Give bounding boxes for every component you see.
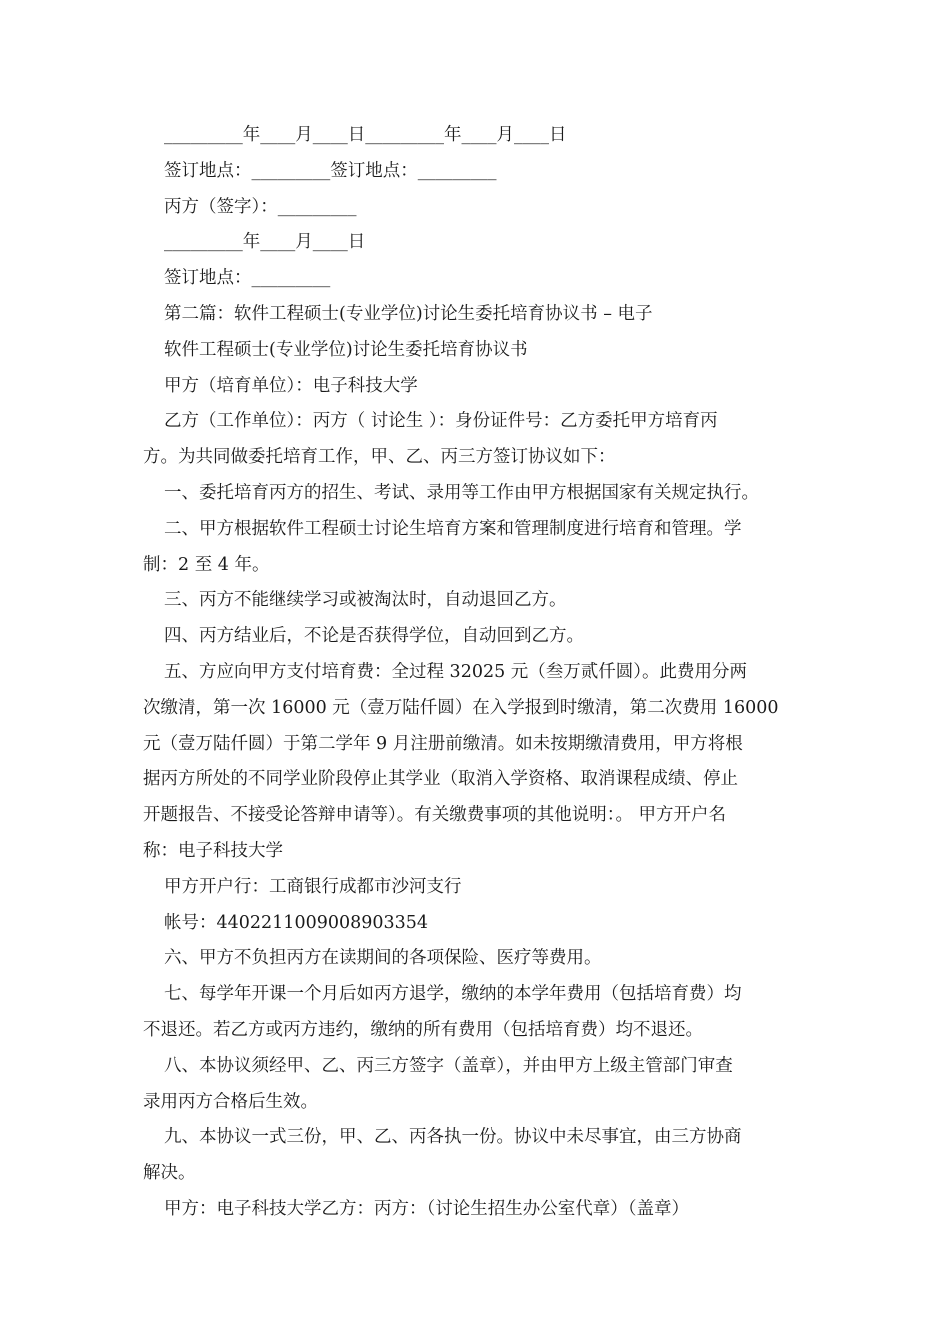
document-line: 九、本协议一式三份，甲、乙、丙各执一份。协议中未尽事宜，由三方协商 (164, 1127, 742, 1148)
document-line: _________年____月____日 (164, 232, 366, 253)
document-line: 解决。 (143, 1163, 196, 1184)
document-line: 二、甲方根据软件工程硕士讨论生培育方案和管理制度进行培育和管理。学 (164, 518, 742, 539)
document-line: 开题报告、不接受论答辩申请等）。有关缴费事项的其他说明：。 甲方开户名 (143, 805, 727, 826)
document-line: 甲方开户行：工商银行成都市沙河支行 (164, 876, 462, 897)
document-line: 签订地点：_________ (164, 268, 331, 289)
document-line: 录用丙方合格后生效。 (143, 1091, 318, 1112)
document-line: 三、丙方不能继续学习或被淘汰时，自动退回乙方。 (164, 590, 567, 611)
document-line: 七、每学年开课一个月后如丙方退学，缴纳的本学年费用（包括培育费）均 (164, 984, 742, 1005)
document-line: 四、丙方结业后，不论是否获得学位，自动回到乙方。 (164, 626, 584, 647)
document-line: _________年____月____日_________年____月____日 (164, 125, 567, 145)
document-line: 八、本协议须经甲、乙、丙三方签字（盖章），并由甲方上级主管部门审查 (164, 1055, 733, 1076)
document-line: 甲方：电子科技大学乙方：丙方：（讨论生招生办公室代章）（盖章） (164, 1198, 689, 1219)
document-line: 一、委托培育丙方的招生、考试、录用等工作由甲方根据国家有关规定执行。 (164, 482, 759, 503)
document-line: 丙方（签字）：_________ (164, 196, 357, 217)
document-line: 据丙方所处的不同学业阶段停止其学业（取消入学资格、取消课程成绩、停止 (143, 769, 738, 790)
document-line: 六、甲方不负担丙方在读期间的各项保险、医疗等费用。 (164, 948, 602, 969)
document-line: 甲方（培育单位）：电子科技大学 (164, 375, 418, 396)
document-line: 方。为共同做委托培育工作，甲、乙、丙三方签订协议如下： (143, 447, 616, 468)
document-line: 称：电子科技大学 (143, 840, 283, 861)
document-line: 签订地点：_________签订地点：_________ (164, 160, 497, 181)
document-body (143, 118, 823, 1228)
document-line: 次缴清，第一次 16000 元（壹万陆仟圆）在入学报到时缴清，第二次费用 16000 (143, 697, 779, 718)
document-line: 帐号：4402211009008903354 (164, 912, 429, 933)
document-line: 不退还。若乙方或丙方违约，缴纳的所有费用（包括培育费）均不退还。 (143, 1019, 703, 1040)
document-line: 第二篇：软件工程硕士(专业学位)讨论生委托培育协议书 – 电子 (164, 303, 653, 324)
document-line: 乙方（工作单位）：丙方（ 讨论生 ）：身份证件号：乙方委托甲方培育丙 (164, 411, 718, 432)
document-line: 制：2 至 4 年。 (143, 554, 270, 575)
document-line: 软件工程硕士(专业学位)讨论生委托培育协议书 (164, 339, 528, 360)
document-line: 五、方应向甲方支付培育费：全过程 32025 元（叁万贰仟圆）。此费用分两 (164, 661, 748, 682)
document-line: 元（壹万陆仟圆）于第二学年 9 月注册前缴清。如未按期缴清费用，甲方将根 (143, 733, 743, 754)
